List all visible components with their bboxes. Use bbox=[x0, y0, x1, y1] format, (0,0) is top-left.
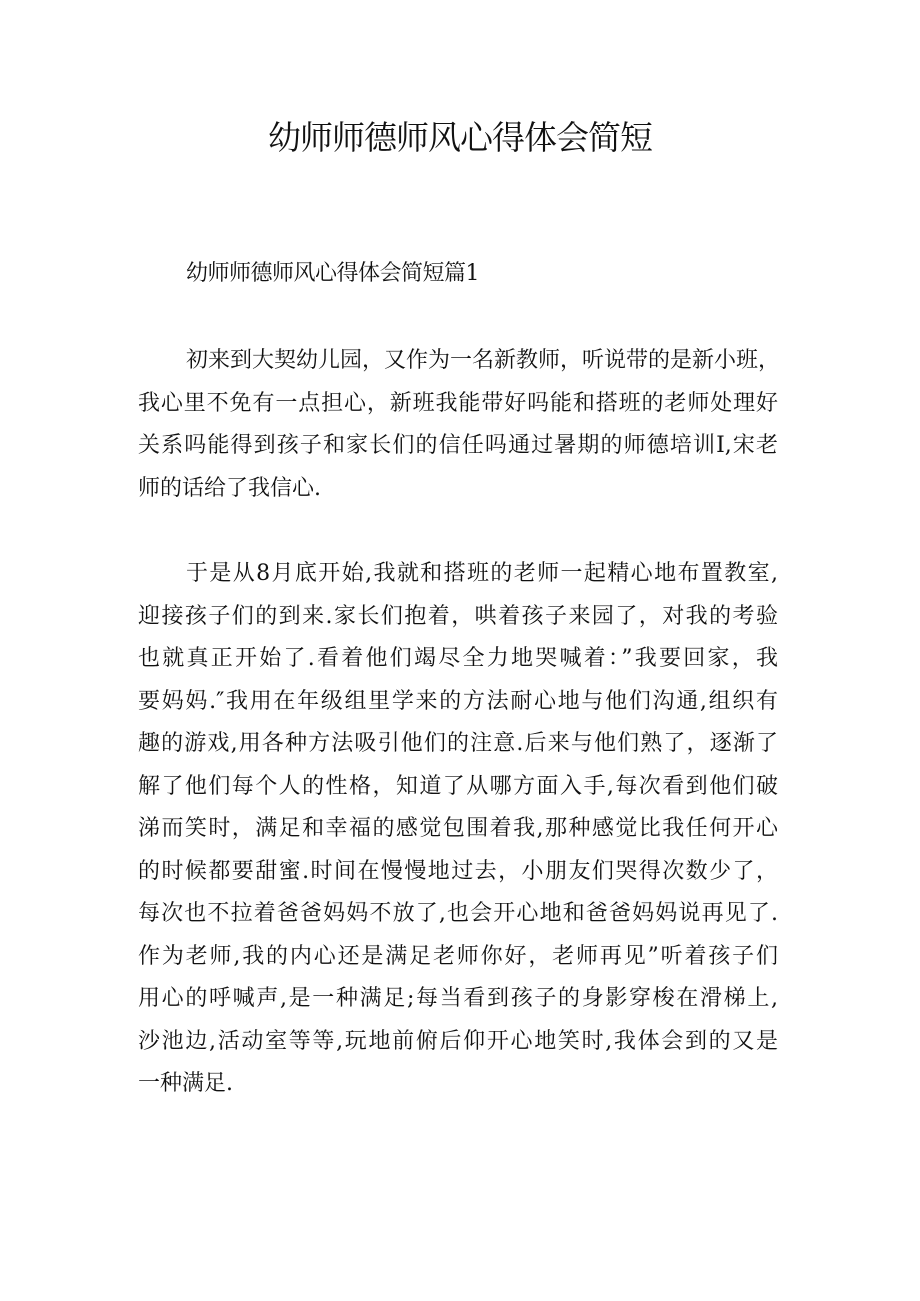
paragraph-line: 一种满足. bbox=[138, 1071, 233, 1096]
paragraph-line: 迎接孩子们的到来.家长们抱着，哄着孩子来园了，对我的考验 bbox=[138, 603, 778, 629]
paragraph-line: 的时候都要甜蜜.时间在慢慢地过去，小朋友们哭得次数少了， bbox=[138, 858, 778, 884]
paragraph-line: 关系吗能得到孩子和家长们的信任吗通过暑期的师德培训I,宋老 bbox=[138, 433, 778, 458]
paragraph-line: 解了他们每个人的性格，知道了从哪方面入手,每次看到他们破 bbox=[138, 773, 778, 799]
document-title: 幼师师德师风心得体会简短 bbox=[268, 118, 652, 157]
paragraph-1 bbox=[138, 340, 781, 510]
paragraph-line: 于是从8月底开始,我就和搭班的老师一起精心地布置教室, bbox=[186, 561, 778, 586]
paragraph-line: 趣的游戏,用各种方法吸引他们的注意.后来与他们熟了，逐渐了 bbox=[138, 731, 778, 756]
paragraph-line: 初来到大契幼儿园，又作为一名新教师，听说带的是新小班， bbox=[186, 348, 781, 373]
paragraph-line: 师的话给了我信心. bbox=[138, 475, 321, 501]
paragraph-line: 用心的呼喊声,是一种满足;每当看到孩子的身影穿梭在滑梯上, bbox=[138, 986, 778, 1011]
paragraph-line: 涕而笑时，满足和幸福的感觉包围着我,那种感觉比我任何开心 bbox=[138, 816, 778, 841]
paragraph-line: 每次也不拉着爸爸妈妈不放了,也会开心地和爸爸妈妈说再见了. bbox=[138, 901, 778, 926]
paragraph-line: 沙池边,活动室等等,玩地前俯后仰开心地笑时,我体会到的又是 bbox=[138, 1028, 778, 1054]
paragraph-line: 也就真正开始了.看着他们竭尽全力地哭喊着：”我要回家，我 bbox=[138, 646, 778, 671]
paragraph-line: 作为老师,我的内心还是满足老师你好，老师再见”听着孩子们 bbox=[138, 943, 778, 969]
section-heading: 幼师师德师风心得体会简短篇1 bbox=[186, 261, 479, 286]
paragraph-line: 要妈妈.″我用在年级组里学来的方法耐心地与他们沟通,组织有 bbox=[138, 688, 778, 714]
paragraph-line: 我心里不免有一点担心，新班我能带好吗能和搭班的老师处理好 bbox=[138, 390, 778, 416]
paragraph-2 bbox=[138, 553, 778, 1106]
